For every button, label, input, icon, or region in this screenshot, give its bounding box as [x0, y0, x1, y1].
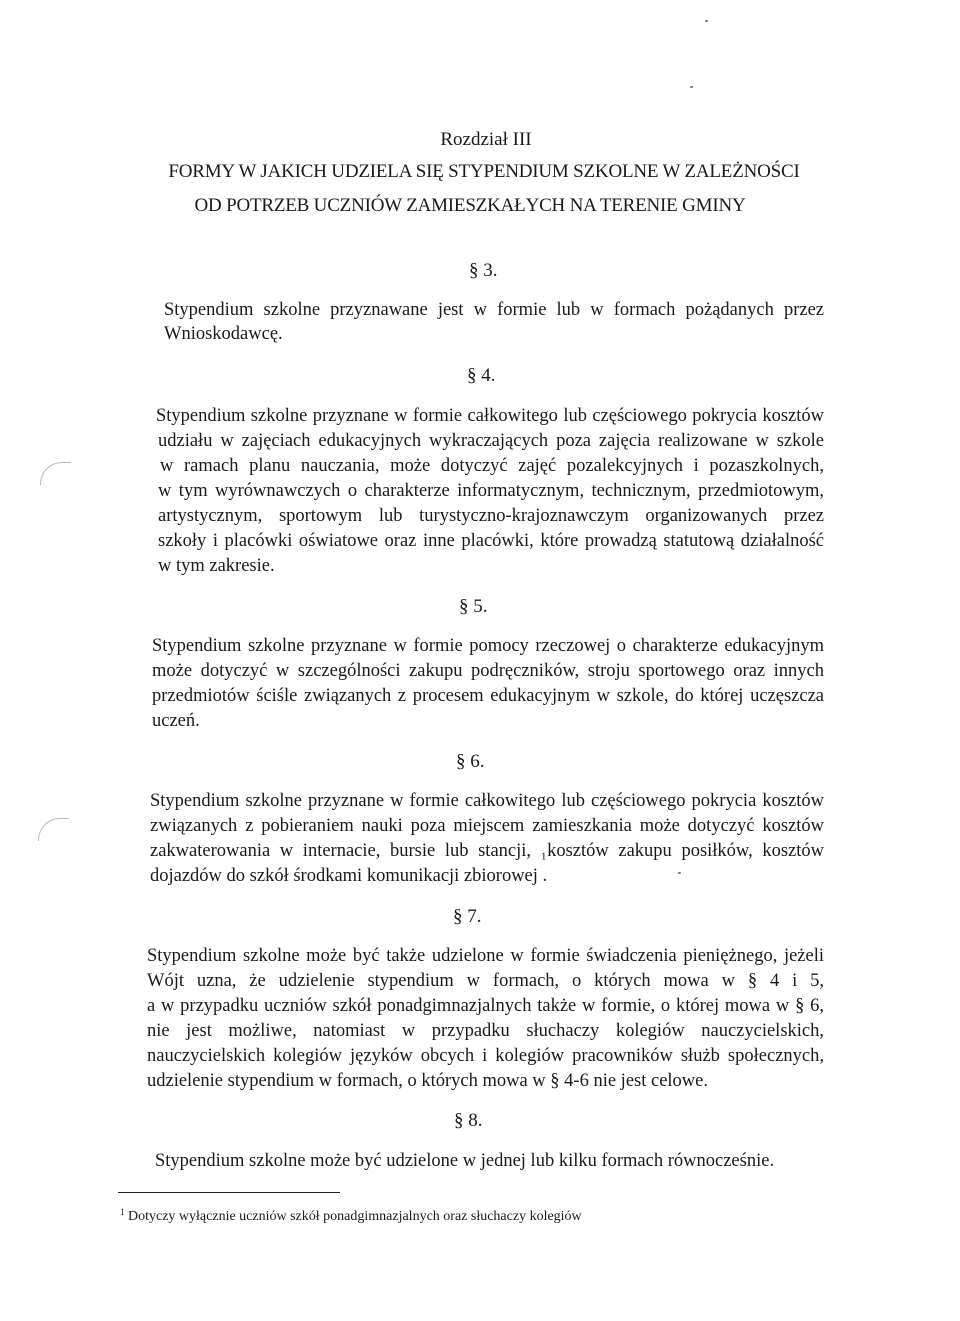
section-number: § 4. [467, 365, 496, 386]
section-number: § 6. [456, 751, 485, 772]
section-line: artystycznym, sportowym lub turystyczno-krajoznawczym organizowanych przez [158, 506, 824, 526]
scan-speck [678, 872, 681, 874]
section-line: zakwaterowania w internacie, bursie lub stancji, ₁kosztów zakupu posiłków, kosztów [150, 841, 824, 861]
section-line: Stypendium szkolne przyznawane jest w formie lub w formach pożądanych przez [164, 300, 824, 320]
section-line: Stypendium szkolne przyznane w formie pomocy rzeczowej o charakterze edukacyjnym [152, 636, 824, 656]
section-line: nie jest możliwe, natomiast w przypadku słuchaczy kolegiów nauczycielskich, [147, 1021, 824, 1041]
scan-speck [690, 86, 693, 88]
section-line: nauczycielskich kolegiów języków obcych i kolegiów pracowników służb społecznych, [147, 1046, 824, 1066]
scan-mark [38, 818, 69, 841]
footnote [120, 1203, 582, 1226]
section-line: przedmiotów ściśle związanych z procesem edukacyjnym w szkole, do której uczęszcza [152, 686, 824, 706]
section-line: w tym zakresie. [158, 556, 275, 576]
section-line: udziału w zajęciach edukacyjnych wykraczających poza zajęcia realizowane w szkole [158, 431, 824, 451]
section-line: Wnioskodawcę. [164, 324, 283, 344]
section-line: w ramach planu nauczania, może dotyczyć zajęć pozalekcyjnych i pozaszkolnych, [160, 456, 824, 476]
section-number: § 7. [453, 906, 482, 927]
section-line: związanych z pobieraniem nauki poza miejscem zamieszkania może dotyczyć kosztów [150, 816, 824, 836]
section-line: Stypendium szkolne przyznane w formie całkowitego lub częściowego pokrycia kosztów [156, 406, 824, 426]
section-line: szkoły i placówki oświatowe oraz inne placówki, które prowadzą statutową działalność [158, 531, 824, 551]
section-number: § 3. [469, 260, 498, 281]
section-number: § 8. [454, 1110, 483, 1131]
chapter-heading-line1: FORMY W JAKICH UDZIELA SIĘ STYPENDIUM SZKOLNE W ZALEŻNOŚCI [168, 161, 800, 182]
section-number: § 5. [459, 596, 488, 617]
section-line: Wójt uzna, że udzielenie stypendium w formach, o których mowa w § 4 i 5, [147, 971, 824, 991]
section-line: udzielenie stypendium w formach, o których mowa w § 4-6 nie jest celowe. [147, 1071, 709, 1091]
footnote-marker: 1 [120, 1207, 125, 1217]
scan-speck [705, 20, 708, 22]
chapter-title: Rozdział III [440, 129, 532, 150]
section-line: Stypendium szkolne może być udzielone w jednej lub kilku formach równocześnie. [155, 1151, 775, 1171]
section-line: uczeń. [152, 711, 200, 731]
footnote-text: Dotyczy wyłącznie uczniów szkół ponadgimnazjalnych oraz słuchaczy kolegiów [128, 1209, 582, 1224]
section-line: dojazdów do szkół środkami komunikacji zbiorowej . [150, 866, 548, 886]
footnote-rule [118, 1192, 340, 1193]
scan-mark [40, 462, 71, 485]
section-line: może dotyczyć w szczególności zakupu podręczników, stroju sportowego oraz innych [152, 661, 824, 681]
section-line: Stypendium szkolne może być także udzielone w formie świadczenia pieniężnego, jeżeli [147, 946, 824, 966]
section-line: w tym wyrównawczych o charakterze informatycznym, technicznym, przedmiotowym, [158, 481, 824, 501]
section-line: Stypendium szkolne przyznane w formie całkowitego lub częściowego pokrycia kosztów [150, 791, 824, 811]
section-line: a w przypadku uczniów szkół ponadgimnazjalnych także w formie, o której mowa w § 6, [147, 996, 824, 1016]
chapter-heading-line2: OD POTRZEB UCZNIÓW ZAMIESZKAŁYCH NA TERENIE GMINY [194, 195, 746, 216]
